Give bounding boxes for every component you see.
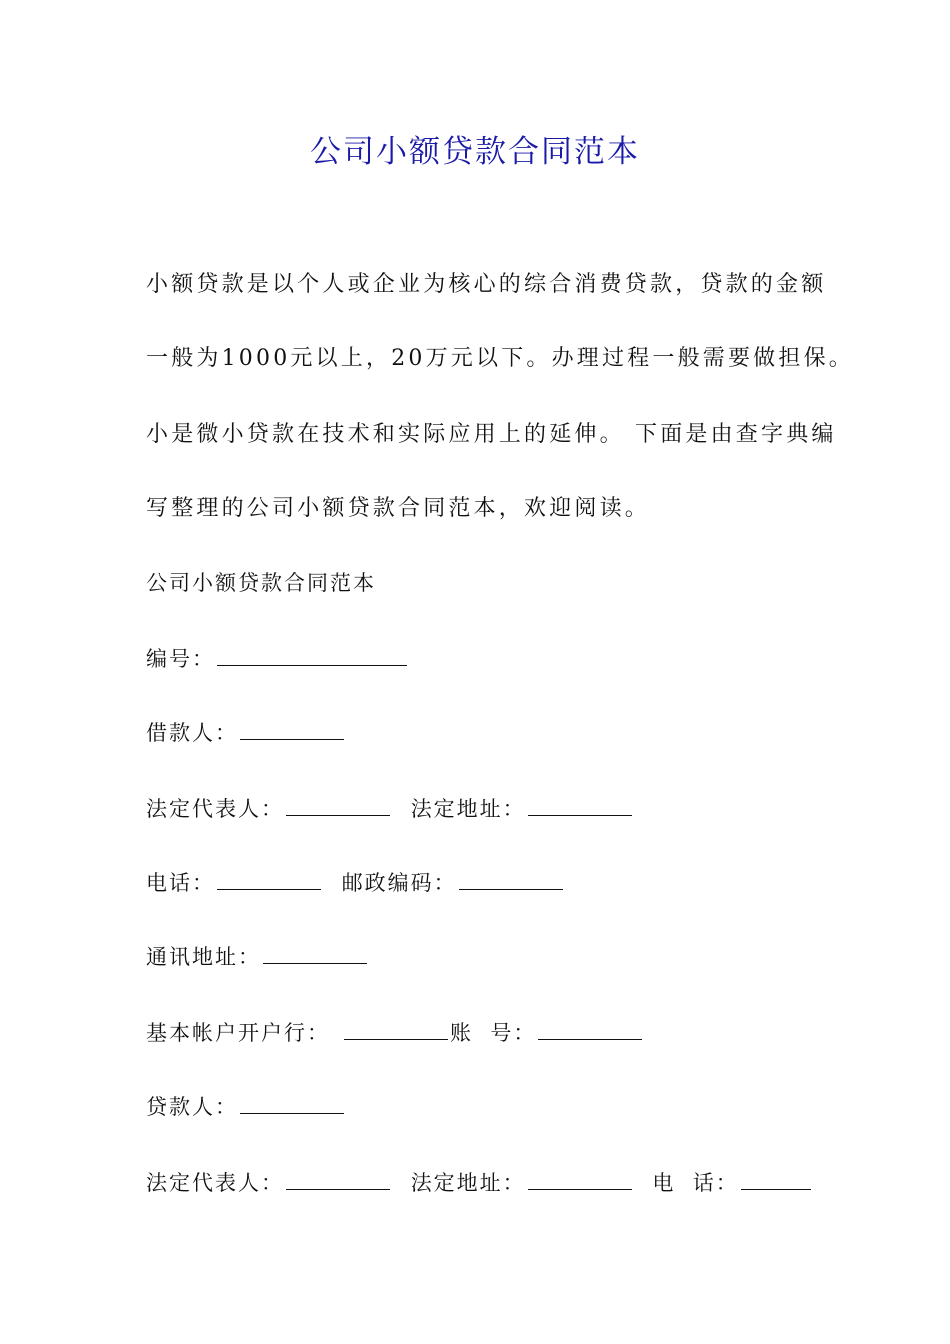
intro-line-1: 小额贷款是以个人或企业为核心的综合消费贷款，贷款的金额 xyxy=(146,272,827,297)
field-number xyxy=(146,644,409,674)
account-label: 账 号： xyxy=(450,1021,537,1045)
field-mail-address xyxy=(146,942,369,972)
legal-address-blank xyxy=(528,814,632,816)
field-lender-rep-row xyxy=(146,1168,813,1198)
legal-rep-label: 法定代表人： xyxy=(146,797,284,821)
lender-phone-label: 电 话： xyxy=(652,1171,739,1195)
bank-blank xyxy=(344,1038,448,1040)
lender-phone-blank xyxy=(741,1188,811,1190)
legal-rep-blank xyxy=(286,814,390,816)
lender-legal-address-label: 法定地址： xyxy=(410,1171,526,1195)
mail-address-label: 通讯地址： xyxy=(146,945,261,969)
legal-address-label: 法定地址： xyxy=(410,797,526,821)
phone-blank xyxy=(217,888,321,890)
mail-address-blank xyxy=(263,962,367,964)
intro-line-2: 一般为1000元以上，20万元以下。办理过程一般需要做担保。 xyxy=(146,346,854,371)
number-blank xyxy=(217,664,407,666)
account-blank xyxy=(538,1038,642,1040)
field-bank-row xyxy=(146,1018,644,1048)
borrower-blank xyxy=(240,738,344,740)
intro-line-4: 写整理的公司小额贷款合同范本，欢迎阅读。 xyxy=(146,496,651,521)
document-title: 公司小额贷款合同范本 xyxy=(310,134,640,170)
borrower-label: 借款人： xyxy=(146,721,238,745)
lender-legal-rep-label: 法定代表人： xyxy=(146,1171,284,1195)
field-phone-row xyxy=(146,868,565,898)
field-number-label: 编号： xyxy=(146,647,215,671)
field-lender xyxy=(146,1092,346,1122)
intro-line-3: 小是微小贷款在技术和实际应用上的延伸。 下面是由查字典编 xyxy=(146,422,837,447)
field-borrower xyxy=(146,718,346,748)
bank-label: 基本帐户开户行： xyxy=(146,1021,330,1045)
contract-subtitle: 公司小额贷款合同范本 xyxy=(146,571,376,595)
postcode-blank xyxy=(459,888,563,890)
lender-legal-address-blank xyxy=(528,1188,632,1190)
field-legal-rep-row xyxy=(146,794,634,824)
postcode-label: 邮政编码： xyxy=(341,871,457,895)
lender-legal-rep-blank xyxy=(286,1188,390,1190)
lender-blank xyxy=(240,1112,344,1114)
phone-label: 电话： xyxy=(146,871,215,895)
lender-label: 贷款人： xyxy=(146,1095,238,1119)
